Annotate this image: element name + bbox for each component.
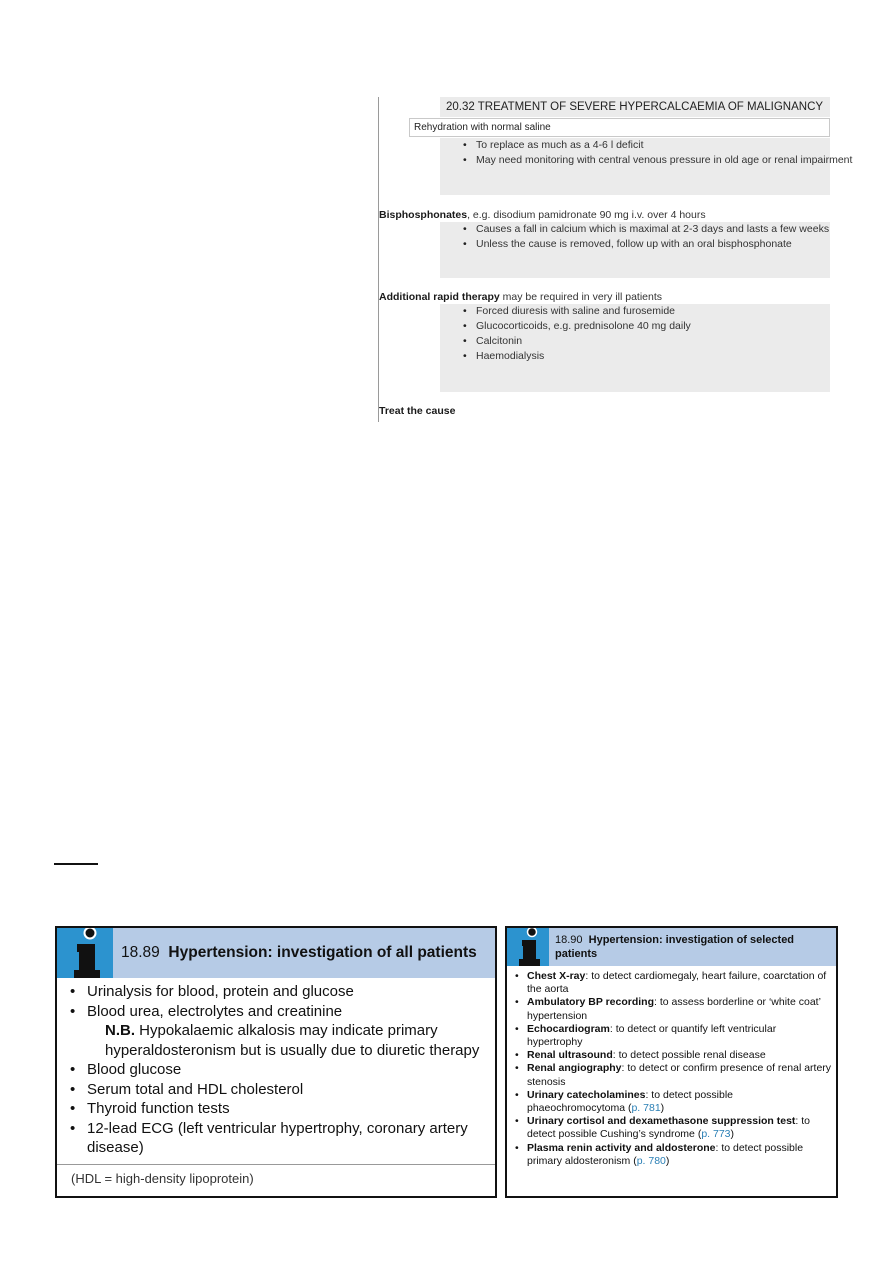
table-title: 20.32 TREATMENT OF SEVERE HYPERCALCAEMIA OF MALIGNANCY [440, 97, 830, 117]
nb-note [87, 1021, 479, 1060]
item-text-end: ) [730, 1128, 735, 1141]
list-item: • 12-lead ECG (left ventricular hypertrophy, coronary artery disease) [87, 1119, 477, 1158]
list-item [527, 1089, 832, 1115]
investigation-selected-patients-box [505, 926, 838, 1198]
list-item: • Haemodialysis [476, 349, 830, 364]
bisphosphonates-list-panel [440, 222, 830, 278]
item-text-end: ) [665, 1154, 670, 1167]
list-item [527, 970, 832, 996]
list-item: • Causes a fall in calcium which is maximal at 2-3 days and lasts a few weeks [476, 222, 830, 237]
bisphosphonates-label: Bisphosphonates [379, 209, 468, 221]
item-text: : to detect possible Cushing’s syndrome ( [527, 1115, 811, 1141]
nb-line-2: hyperaldosteronism but is usually due to diuretic therapy [105, 1041, 480, 1059]
list-item [527, 1049, 832, 1062]
item-label: Ambulatory BP recording [527, 996, 654, 1009]
box-number: 18.90 [555, 934, 583, 946]
item-text: : to assess borderline or ‘white coat’ hypertension [527, 996, 821, 1022]
box-number: 18.89 [121, 944, 160, 961]
list-item: • Urinalysis for blood, protein and glucose [87, 982, 479, 1002]
info-icon [57, 928, 113, 978]
item-label: Plasma renin activity and aldosterone [527, 1141, 716, 1154]
hypercalcaemia-treatment-table [378, 97, 853, 422]
page-reference-link[interactable]: p. 781 [631, 1102, 661, 1115]
list-item: • Blood urea, electrolytes and creatinine [87, 1002, 479, 1022]
list-item [527, 1062, 832, 1088]
list-item [527, 1115, 832, 1141]
item-label: Echocardiogram [527, 1022, 610, 1035]
additional-therapy-header [379, 290, 662, 304]
bisphosphonates-detail: , e.g. disodium pamidronate 90 mg i.v. over 4 hours [467, 209, 706, 221]
treat-cause-label: Treat the cause [379, 405, 456, 417]
box-title [549, 928, 836, 966]
item-label: Chest X-ray [527, 970, 586, 982]
investigation-all-patients-box [55, 926, 497, 1198]
rehydration-list-panel [440, 138, 853, 195]
list-item: • May need monitoring with central venous pressure in old age or renal impairment [476, 153, 830, 168]
list-item [527, 1023, 832, 1049]
item-text: : to detect or confirm presence of renal artery stenosis [527, 1062, 832, 1088]
item-label: Urinary cortisol and dexamethasone suppression test [527, 1115, 796, 1128]
table-left-border [378, 97, 379, 422]
page-reference-link[interactable]: p. 773 [701, 1128, 731, 1141]
nb-line-1: Hypokalaemic alkalosis may indicate primary [135, 1022, 438, 1039]
box-title [113, 928, 495, 978]
list-item: • To replace as much as a 4-6 l deficit [476, 138, 830, 153]
list-item: • Calcitonin [476, 334, 830, 349]
list-item: • Blood glucose [87, 1060, 479, 1080]
item-text: : to detect possible primary aldosteronism ( [527, 1141, 804, 1167]
item-text: : to detect cardiomegaly, heart failure, coarctation of the aorta [527, 970, 827, 996]
list-item: • Forced diuresis with saline and furosemide [476, 304, 830, 319]
list-item [527, 996, 832, 1022]
item-text: : to detect possible renal disease [612, 1049, 766, 1062]
item-label: Renal ultrasound [527, 1049, 613, 1062]
list-item: • Unless the cause is removed, follow up with an oral bisphosphonate [476, 237, 830, 252]
box-title-text: Hypertension: investigation of selected patients [555, 934, 795, 960]
page-reference-link[interactable]: p. 780 [636, 1154, 666, 1167]
nb-label: N.B. [105, 1022, 135, 1039]
additional-therapy-list-panel [440, 304, 830, 392]
info-icon [507, 928, 549, 966]
list-item [527, 1142, 832, 1168]
list-item: • Glucocorticoids, e.g. prednisolone 40 mg daily [476, 319, 830, 334]
additional-therapy-label: Additional rapid therapy [379, 291, 500, 303]
treat-cause-header [379, 404, 455, 418]
bisphosphonates-header [379, 208, 706, 222]
item-label: Urinary catecholamines [527, 1088, 646, 1101]
item-text: : to detect or quantify left ventricular hypertrophy [527, 1022, 777, 1049]
list-item: • Thyroid function tests [87, 1099, 479, 1119]
item-label: Renal angiography [527, 1062, 622, 1075]
box-title-text: Hypertension: investigation of all patients [168, 944, 477, 961]
item-text: : to detect possible phaeochromocytoma ( [527, 1088, 734, 1115]
item-text-end: ) [660, 1102, 665, 1115]
box-footnote: (HDL = high-density lipoprotein) [57, 1164, 495, 1193]
rehydration-header: Rehydration with normal saline [409, 118, 830, 137]
list-item: • Serum total and HDL cholesterol [87, 1080, 479, 1100]
underline-mark [54, 863, 98, 865]
additional-therapy-detail: may be required in very ill patients [499, 291, 663, 303]
